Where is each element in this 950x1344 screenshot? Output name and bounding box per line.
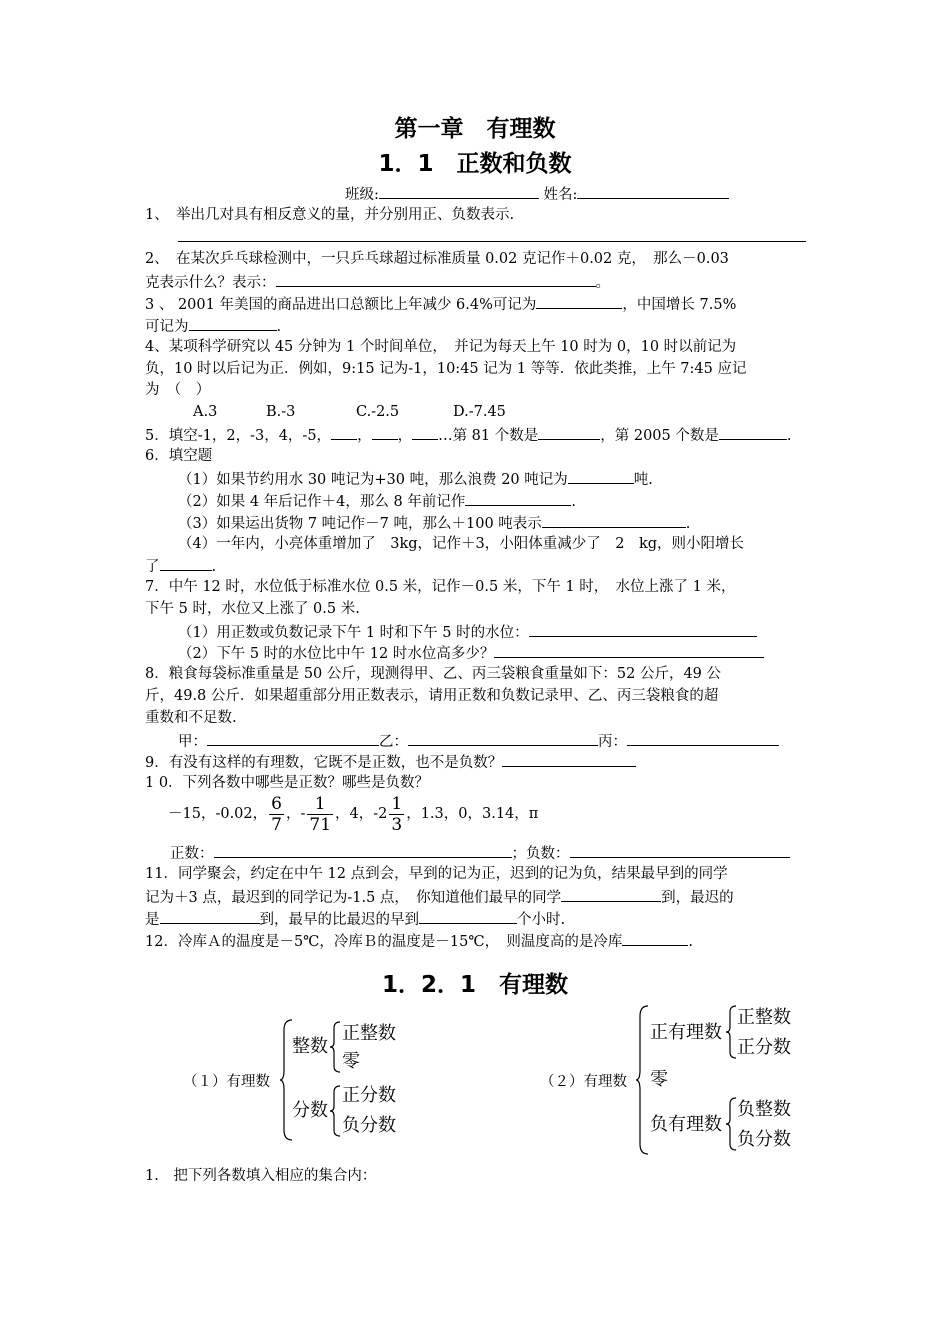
c2-negative-rational: 负有理数 (650, 1114, 722, 1135)
q8-bing-blank[interactable] (627, 731, 779, 746)
c1-zero: 零 (342, 1051, 360, 1072)
q7-2 (178, 643, 764, 663)
c1-negative-fraction: 负分数 (342, 1115, 396, 1136)
q11-blank-latest[interactable] (160, 909, 260, 924)
q4-option-a[interactable]: A.3 (193, 404, 218, 420)
q3-text: 3 、 2001 年美国的商品进出口总额比上年减少 6.4%可记为 (145, 297, 537, 313)
q10-f1-den: 7 (271, 814, 282, 835)
question-4-line1: 4、某项科学研究以 45 分钟为 1 个时间单位， 并记为每天上午 10 时为 0，10 时以前记为 (145, 339, 737, 355)
q8-yi-label: 乙： (379, 734, 408, 750)
c1-positive-integer: 正整数 (342, 1023, 396, 1044)
q5-blank-81[interactable] (538, 425, 600, 440)
q11-text-e: 个小时. (517, 912, 566, 928)
q4-option-d[interactable]: D.-7.45 (453, 404, 506, 420)
q5-sep2: ， (397, 428, 413, 444)
q6-1-text: （1）如果节约用水 30 吨记为+30 吨，那么浪费 20 吨记为 (178, 472, 568, 488)
name-label: 姓名: (543, 187, 578, 203)
question-8-line2: 斤，49.8 公斤．如果超重部分用正数表示，请用正数和负数记录甲、乙、丙三袋粮食的超 (145, 688, 719, 704)
question-2-line1: 2、 在某次乒乓球检测中，一只乒乓球超过标准质量 0.02 克记作＋0.02 克， 那么－0.03 (145, 251, 729, 267)
q6-2-text: （2）如果 4 年后记作＋4，那么 8 年前记作 (178, 494, 466, 510)
q5-blank-1[interactable] (331, 425, 357, 440)
q10-text-a: －15，-0.02， (168, 806, 268, 822)
q11-text-b: 到，最迟的 (661, 890, 734, 906)
q6-1-blank[interactable] (568, 469, 634, 484)
c1-label: （１）有理数 (183, 1074, 270, 1090)
q10-text-d: ，1.3，0，3.14，π (406, 806, 539, 822)
q6-1-end: 吨. (633, 472, 653, 488)
q8-answers (178, 731, 779, 751)
q6-2-blank[interactable] (465, 491, 571, 506)
c1-fraction-brace (330, 1084, 342, 1138)
q6-3 (178, 513, 690, 533)
q1-answer-line[interactable] (178, 227, 806, 242)
question-9 (145, 752, 636, 772)
q6-4-line1: （4）一年内，小亮体重增加了 3kg，记作＋3，小阳体重减少了 2 kg，则小阳增长 (178, 536, 745, 552)
q7-1 (178, 622, 757, 642)
q10-f2-den: 71 (309, 814, 332, 835)
q3-answer-2[interactable] (189, 316, 277, 331)
class-label: 班级: (345, 187, 379, 203)
class-name-line (345, 184, 729, 204)
question-3-line1 (145, 294, 736, 314)
q8-jia-blank[interactable] (207, 731, 379, 746)
q10-pos-blank[interactable] (214, 843, 512, 858)
q7-2-text: （2）下午 5 时的水位比中午 12 时水位高多少？ (178, 646, 495, 662)
q8-yi-blank[interactable] (408, 731, 598, 746)
q5-blank-3[interactable] (412, 425, 438, 440)
q7-2-blank[interactable] (494, 643, 764, 658)
q4-option-c[interactable]: C.-2.5 (356, 404, 400, 420)
c2-positive-fraction: 正分数 (737, 1037, 791, 1058)
question-4-line2: 负，10 时以后记为正．例如，9:15 记为-1，10:45 记为 1 等等．依此类推，上午 7:45 应记 (145, 361, 747, 377)
question-11-line3 (145, 909, 565, 929)
question-4-line3: 为 （ ） (145, 382, 211, 398)
q7-1-blank[interactable] (529, 622, 757, 637)
q6-3-blank[interactable] (542, 513, 686, 528)
question-6-title: 6．填空题 (145, 448, 213, 464)
q10-fraction-1 (269, 794, 284, 835)
q12-text: 12．冷库Ａ的温度是－5℃，冷库Ｂ的温度是－15℃， 则温度高的是冷库 (145, 934, 623, 950)
q2-end: 。 (595, 275, 610, 291)
c1-fraction: 分数 (292, 1100, 328, 1121)
q3-end: . (276, 319, 282, 335)
q6-1 (178, 469, 653, 489)
q8-jia-label: 甲： (178, 734, 207, 750)
q6-2-end: . (571, 494, 576, 510)
c2-positive-rational: 正有理数 (650, 1022, 722, 1043)
q4-option-b[interactable]: B.-3 (266, 404, 296, 420)
q3-answer-1[interactable] (536, 294, 622, 309)
q10-text-c: ，4，-2 (335, 806, 388, 822)
section-2-title: 1．2．1 有理数 (381, 972, 568, 998)
q3-text3: 可记为 (145, 319, 189, 335)
q6-4-end: . (211, 559, 217, 575)
q5-blank-2005[interactable] (719, 425, 787, 440)
q10-f3-den: 3 (391, 814, 403, 835)
q6-4-line2 (145, 556, 216, 576)
c2-positive-integer: 正整数 (737, 1007, 791, 1028)
name-field[interactable] (577, 184, 729, 199)
c2-negative-integer: 负整数 (737, 1099, 791, 1120)
section-title: 1．1 正数和负数 (378, 151, 572, 177)
c2-zero: 零 (650, 1069, 668, 1090)
q10-f1-num: 6 (271, 793, 282, 814)
question-2-line2 (145, 272, 610, 292)
q11-blank-earliest[interactable] (561, 887, 661, 902)
q10-text-b: ，- (285, 806, 306, 822)
c2-label: （２）有理数 (540, 1074, 627, 1090)
q6-3-text: （3）如果运出货物 7 吨记作－7 吨，那么＋100 吨表示 (178, 516, 542, 532)
question-10-title: 1 0．下列各数中哪些是正数？哪些是负数？ (145, 775, 430, 791)
q5-text3: ，第 2005 个数是 (600, 428, 719, 444)
q10-f2-num: 1 (307, 794, 333, 815)
q11-text-a: 记为＋3 点，最迟到的同学记为-1.5 点， 你知道他们最早的同学 (145, 890, 562, 906)
q5-blank-2[interactable] (372, 425, 398, 440)
question-11-line2 (145, 887, 734, 907)
q2-answer-line[interactable] (276, 272, 596, 287)
c2-negative-fraction: 负分数 (737, 1129, 791, 1150)
q9-text: 9．有没有这样的有理数，它既不是正数，也不是负数？ (145, 755, 503, 771)
q12-blank[interactable] (622, 931, 688, 946)
q10-pos-label: 正数： (170, 846, 214, 862)
question-12 (145, 931, 693, 951)
c1-integer-brace (330, 1020, 342, 1074)
q5-text2: …第 81 个数是 (438, 428, 539, 444)
question-8-line3: 重数和不足数. (145, 710, 237, 726)
q10-answers (170, 843, 790, 863)
q6-3-end: . (685, 516, 691, 532)
q5-sep1: ， (357, 428, 372, 444)
c1-positive-fraction: 正分数 (342, 1085, 396, 1106)
q8-bing-label: 丙： (598, 734, 627, 750)
q10-f3-num: 1 (391, 793, 403, 814)
chapter-title: 第一章 有理数 (394, 116, 556, 142)
q6-2 (178, 491, 576, 511)
q10-fraction-2 (307, 794, 333, 835)
question-3-line2 (145, 316, 281, 336)
q11-text-d: 到，最早的比最迟的早到 (259, 912, 419, 928)
q10-neg-label: ；负数： (511, 846, 570, 862)
question-7-line2: 下午 5 时，水位又上涨了 0.5 米. (145, 601, 360, 617)
question-1: 1、 举出几对具有相反意义的量，并分别用正、负数表示. (145, 207, 515, 223)
question-5 (145, 425, 791, 445)
question-11-line1: 11．同学聚会，约定在中午 12 点到会，早到的记为正，迟到的记为负，结果最早到的同学 (145, 866, 728, 882)
q6-4-blank[interactable] (160, 556, 212, 571)
exercise-1: 1. 把下列各数填入相应的集合内： (145, 1168, 377, 1184)
q11-text-c: 是 (145, 912, 160, 928)
q10-neg-blank[interactable] (570, 843, 790, 858)
q10-fraction-3 (389, 794, 404, 835)
q7-1-text: （1）用正数或负数记录下午 1 时和下午 5 时的水位： (178, 625, 529, 641)
q9-blank[interactable] (502, 752, 636, 767)
q6-4-text: 了 (145, 559, 160, 575)
question-8-line1: 8．粮食每袋标准重量是 50 公斤，现测得甲、乙、丙三袋粮食重量如下：52 公斤，49 公 (145, 666, 722, 682)
q12-end: . (688, 934, 693, 950)
c1-integer: 整数 (292, 1036, 328, 1057)
q5-text: 5．填空-1，2，-3，4，-5， (145, 428, 332, 444)
c2-main-brace (636, 1004, 650, 1156)
class-field[interactable] (379, 184, 539, 199)
q2-text: 克表示什么？表示： (145, 275, 276, 291)
q10-numbers (168, 792, 538, 836)
question-7-line1: 7．中午 12 时，水位低于标准水位 0.5 米，记作－0.5 米，下午 1 时， 水位上涨了 1 米， (145, 579, 736, 595)
q11-blank-hours[interactable] (419, 909, 517, 924)
q5-end: . (786, 428, 792, 444)
q3-text2: ，中国增长 7.5% (622, 297, 737, 313)
